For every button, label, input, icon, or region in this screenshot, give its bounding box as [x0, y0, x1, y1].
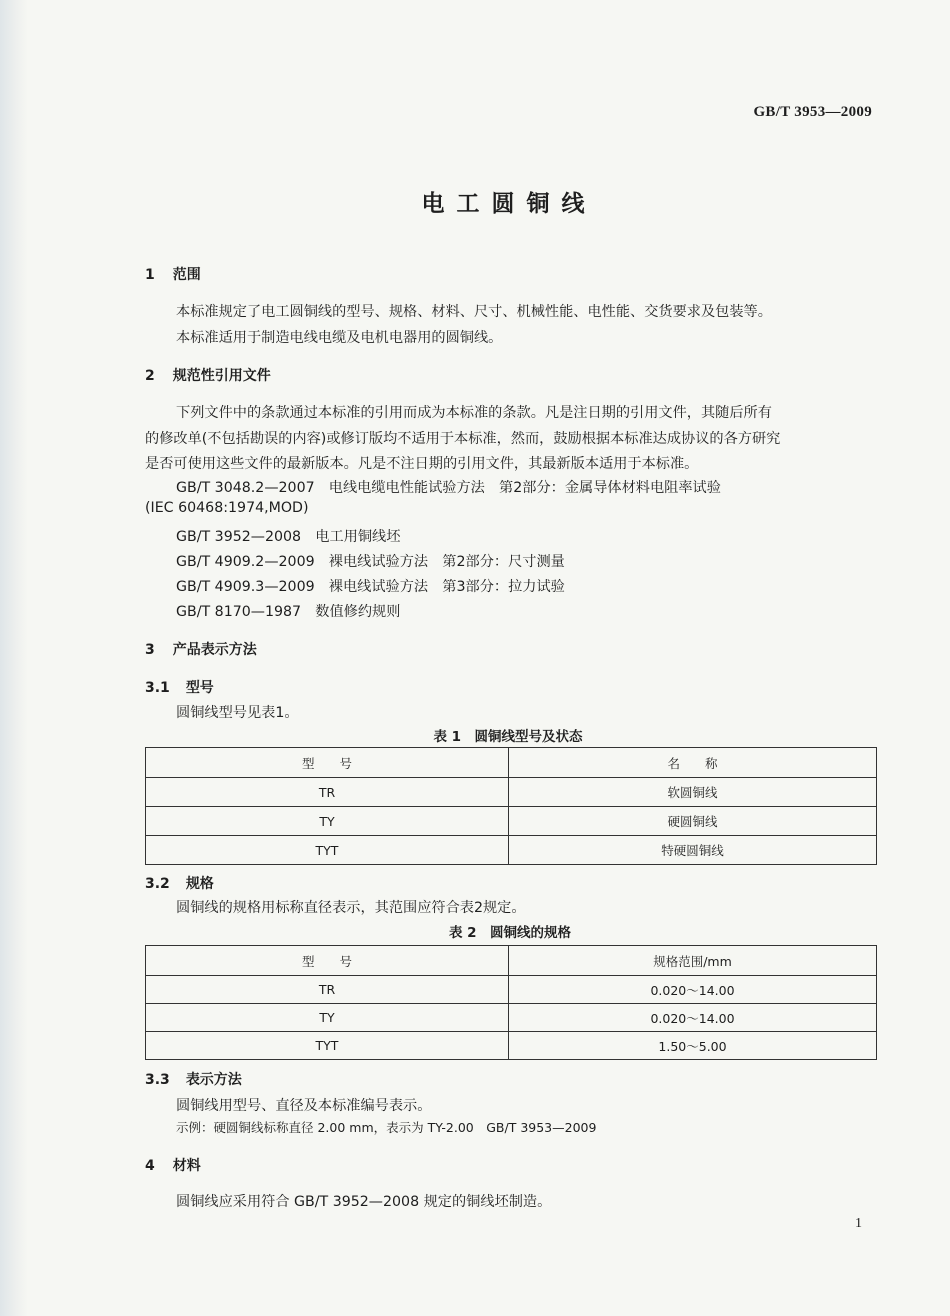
table-cell: TY: [146, 807, 509, 836]
table-cell: 硬圆铜线: [509, 807, 877, 836]
paragraph: 圆铜线应采用符合 GB/T 3952—2008 规定的铜线坯制造。: [176, 1194, 552, 1210]
table-cell: TR: [146, 976, 509, 1004]
section-number: 3.2: [145, 876, 170, 892]
section-number: 2: [145, 368, 155, 384]
table-2: [145, 945, 877, 1060]
paragraph-line: 是否可使用这些文件的最新版本。凡是不注日期的引用文件，其最新版本适用于本标准。: [145, 456, 699, 472]
table-cell: TY: [146, 1004, 509, 1032]
section-3-1-heading: [145, 677, 214, 697]
paragraph-line: 下列文件中的条款通过本标准的引用而成为本标准的条款。凡是注日期的引用文件，其随后所有: [176, 405, 772, 421]
table-cell: 软圆铜线: [509, 778, 877, 807]
paragraph: 本标准规定了电工圆铜线的型号、规格、材料、尺寸、机械性能、电性能、交货要求及包装等。: [176, 304, 772, 320]
section-number: 4: [145, 1158, 155, 1174]
paragraph: 圆铜线型号见表1。: [176, 705, 299, 721]
reference-item: GB/T 8170—1987 数值修约规则: [176, 604, 401, 620]
section-title: 范围: [172, 267, 201, 283]
paragraph-line: 的修改单(不包括勘误的内容)或修订版均不适用于本标准，然而，鼓励根据本标准达成协议的各方研究: [145, 431, 781, 447]
table-row: [146, 778, 877, 807]
example-text: 示例：硬圆铜线标称直径 2.00 mm，表示为 TY-2.00 GB/T 3953—2009: [176, 1120, 597, 1135]
section-number: 3.3: [145, 1072, 170, 1088]
table-cell: 0.020～14.00: [509, 1004, 877, 1032]
table-cell: 特硬圆铜线: [509, 836, 877, 865]
section-number: 3.1: [145, 680, 170, 696]
table-cell: 0.020～14.00: [509, 976, 877, 1004]
paragraph: 圆铜线用型号、直径及本标准编号表示。: [176, 1098, 432, 1114]
section-3-2-heading: [145, 873, 214, 893]
section-number: 3: [145, 642, 155, 658]
reference-item: GB/T 3952—2008 电工用铜线坯: [176, 529, 401, 545]
table-row: [146, 1004, 877, 1032]
section-title: 表示方法: [185, 1072, 242, 1088]
table-cell: 1.50～5.00: [509, 1032, 877, 1060]
table-header-cell: 规格范围/mm: [509, 946, 877, 976]
reference-item: GB/T 4909.2—2009 裸电线试验方法 第2部分：尺寸测量: [176, 554, 565, 570]
section-title: 产品表示方法: [172, 642, 257, 658]
section-1-heading: [145, 264, 201, 284]
table-cell: TYT: [146, 1032, 509, 1060]
paragraph: 圆铜线的规格用标称直径表示，其范围应符合表2规定。: [176, 900, 526, 916]
table-header-cell: 型 号: [146, 748, 509, 778]
table-header-cell: 型 号: [146, 946, 509, 976]
table-cell: TR: [146, 778, 509, 807]
section-number: 1: [145, 267, 155, 283]
table-1-caption: 表 1 圆铜线型号及状态: [433, 729, 583, 745]
table-header-cell: 名 称: [509, 748, 877, 778]
standard-number: GB/T 3953—2009: [753, 104, 872, 120]
table-row: [146, 807, 877, 836]
document-title: 电工圆铜线: [421, 191, 597, 217]
reference-item: GB/T 4909.3—2009 裸电线试验方法 第3部分：拉力试验: [176, 579, 565, 595]
section-2-heading: [145, 365, 271, 385]
table-1: [145, 747, 877, 865]
table-row: [146, 976, 877, 1004]
table-2-caption: 表 2 圆铜线的规格: [448, 925, 572, 941]
section-title: 材料: [172, 1158, 201, 1174]
reference-item: (IEC 60468:1974,MOD): [145, 500, 309, 516]
section-title: 规格: [185, 876, 214, 892]
reference-item: GB/T 3048.2—2007 电线电缆电性能试验方法 第2部分：金属导体材料电阻率试验: [176, 480, 721, 496]
table-row: [146, 1032, 877, 1060]
section-3-heading: [145, 639, 257, 659]
table-row: [146, 836, 877, 865]
paragraph: 本标准适用于制造电线电缆及电机电器用的圆铜线。: [176, 330, 503, 346]
page-number: 1: [855, 1216, 862, 1231]
table-cell: TYT: [146, 836, 509, 865]
section-4-heading: [145, 1155, 201, 1175]
section-title: 型号: [185, 680, 214, 696]
section-3-3-heading: [145, 1069, 242, 1089]
section-title: 规范性引用文件: [172, 368, 271, 384]
